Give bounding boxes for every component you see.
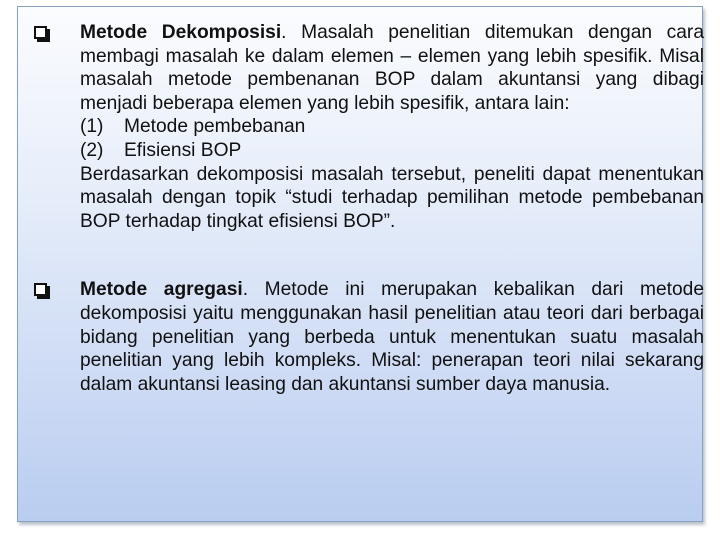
content-panel [17, 6, 703, 522]
bullet-paragraph [80, 278, 704, 396]
list-number: (1) [80, 116, 104, 138]
list-item [80, 139, 704, 163]
hollow-square-bullet-icon [34, 26, 47, 39]
list-item-text: Efisiensi BOP [124, 139, 242, 161]
bullet-intro-text: . Metode ini merupakan kebalikan dari metode dekomposisi yaitu menggunakan hasil penelitian atau teori dari berbagai bidang penelitian yang berbeda untuk menentukan suatu masalah penelitian yang lebih kompleks. Misal: penerapan teori nilai sekarang dalam akuntansi leasing dan akuntansi sumber daya manusia. [80, 279, 704, 395]
bullet-term: Metode agregasi [80, 279, 243, 301]
list-number: (2) [80, 139, 104, 161]
list-item-text: Metode pembebanan [124, 116, 306, 138]
hollow-square-bullet-icon [34, 283, 47, 296]
bullet-paragraph [80, 21, 704, 115]
list-item [80, 115, 704, 139]
bullet-dekomposisi [34, 21, 704, 233]
text-body [34, 21, 704, 396]
bullet-term: Metode Dekomposisi [80, 22, 282, 43]
bullet-conclusion-text: Berdasarkan dekomposisi masalah tersebut, peneliti dapat menentukan masalah dengan topik “studi terhadap pemilihan metode pembebanan BOP terhadap tingkat efisiensi BOP”. [80, 163, 704, 232]
bullet-agregasi [34, 278, 704, 396]
bullet-intro-text: . Masalah penelitian ditemukan dengan cara membagi masalah ke dalam elemen – elemen yang lebih spesifik. Misal masalah metode pembenanan BOP dalam akuntansi yang dibagi menjadi beberapa elemen yang lebih spesifik, antara lain: [80, 22, 704, 114]
